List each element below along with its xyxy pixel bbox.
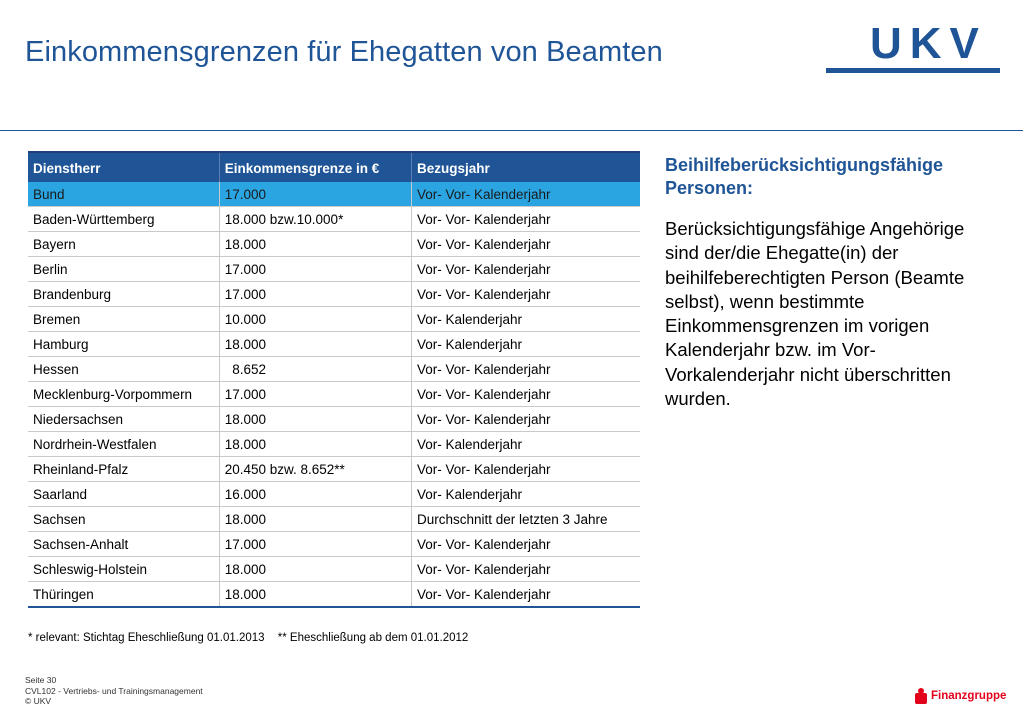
- cell-dienstherr: Nordrhein-Westfalen: [28, 432, 219, 457]
- cell-dienstherr: Bremen: [28, 307, 219, 332]
- cell-bezugsjahr: Vor- Kalenderjahr: [411, 432, 640, 457]
- cell-bezugsjahr: Vor- Vor- Kalenderjahr: [411, 232, 640, 257]
- logo-text: UKV: [870, 19, 987, 68]
- column-header-einkommensgrenze: Einkommensgrenze in €: [219, 152, 411, 182]
- cell-einkommensgrenze: 18.000: [219, 557, 411, 582]
- cell-bezugsjahr: Vor- Vor- Kalenderjahr: [411, 357, 640, 382]
- cell-dienstherr: Schleswig-Holstein: [28, 557, 219, 582]
- cell-bezugsjahr: Vor- Vor- Kalenderjahr: [411, 282, 640, 307]
- cell-dienstherr: Bund: [28, 182, 219, 207]
- cell-bezugsjahr: Vor- Vor- Kalenderjahr: [411, 557, 640, 582]
- cell-dienstherr: Sachsen-Anhalt: [28, 532, 219, 557]
- cell-bezugsjahr: Vor- Vor- Kalenderjahr: [411, 207, 640, 232]
- table-row: [28, 507, 640, 532]
- cell-dienstherr: Mecklenburg-Vorpommern: [28, 382, 219, 407]
- table-row: [28, 357, 640, 382]
- cell-dienstherr: Thüringen: [28, 582, 219, 608]
- table-row: [28, 432, 640, 457]
- cell-dienstherr: Niedersachsen: [28, 407, 219, 432]
- cell-bezugsjahr: Vor- Vor- Kalenderjahr: [411, 457, 640, 482]
- cell-bezugsjahr: Vor- Kalenderjahr: [411, 332, 640, 357]
- finanzgruppe-logo: [915, 686, 1006, 706]
- cell-dienstherr: Bayern: [28, 232, 219, 257]
- table-row: [28, 207, 640, 232]
- cell-bezugsjahr: Vor- Vor- Kalenderjahr: [411, 407, 640, 432]
- cell-einkommensgrenze: 20.450 bzw. 8.652**: [219, 457, 411, 482]
- table-row: [28, 482, 640, 507]
- cell-dienstherr: Brandenburg: [28, 282, 219, 307]
- cell-dienstherr: Hamburg: [28, 332, 219, 357]
- column-header-bezugsjahr: Bezugsjahr: [411, 152, 640, 182]
- table-row: [28, 257, 640, 282]
- table-body: [28, 182, 640, 607]
- footnote-1: * relevant: Stichtag Eheschließung 01.01.2013: [28, 632, 265, 644]
- cell-dienstherr: Hessen: [28, 357, 219, 382]
- brand-text: Finanzgruppe: [931, 690, 1007, 702]
- side-heading: Beihilfeberücksichtigungsfähige Personen:: [665, 155, 944, 198]
- course-name: CVL102 - Vertriebs- und Trainingsmanagement: [25, 685, 203, 696]
- table-header-row: [28, 152, 640, 182]
- cell-dienstherr: Sachsen: [28, 507, 219, 532]
- table-row: [28, 232, 640, 257]
- table-row: [28, 532, 640, 557]
- copyright: © UKV: [25, 696, 52, 706]
- cell-einkommensgrenze: 18.000: [219, 332, 411, 357]
- cell-einkommensgrenze: 18.000: [219, 232, 411, 257]
- table-row: [28, 457, 640, 482]
- cell-einkommensgrenze: 17.000: [219, 282, 411, 307]
- cell-bezugsjahr: Vor- Kalenderjahr: [411, 307, 640, 332]
- cell-bezugsjahr: Vor- Vor- Kalenderjahr: [411, 257, 640, 282]
- cell-bezugsjahr: Vor- Vor- Kalenderjahr: [411, 382, 640, 407]
- cell-dienstherr: Rheinland-Pfalz: [28, 457, 219, 482]
- cell-einkommensgrenze: 17.000: [219, 182, 411, 207]
- table-row: [28, 282, 640, 307]
- footnote-2: ** Eheschließung ab dem 01.01.2012: [277, 632, 469, 644]
- column-header-dienstherr: Dienstherr: [28, 152, 219, 182]
- cell-einkommensgrenze: 8.652: [219, 357, 411, 382]
- table-row: [28, 582, 640, 608]
- cell-einkommensgrenze: 18.000: [219, 432, 411, 457]
- income-limits-table: [28, 151, 640, 608]
- cell-einkommensgrenze: 17.000: [219, 532, 411, 557]
- sparkasse-icon: [915, 688, 927, 704]
- cell-einkommensgrenze: 10.000: [219, 307, 411, 332]
- side-text: Berücksichtigungsfähige Angehörige sind der/die Ehegatte(in) der beihilfeberechtigten Person (Beamte selbst), wenn bestimmte Einkommensgrenzen im vorigen Kalenderjahr bzw. im Vor- Vorkalenderjahr nicht überschritten wurden.: [665, 218, 965, 410]
- cell-dienstherr: Berlin: [28, 257, 219, 282]
- cell-bezugsjahr: Vor- Vor- Kalenderjahr: [411, 532, 640, 557]
- table-row: [28, 307, 640, 332]
- page-number: Seite 30: [25, 675, 57, 685]
- table-row: [28, 382, 640, 407]
- table-row: [28, 332, 640, 357]
- cell-bezugsjahr: Vor- Vor- Kalenderjahr: [411, 182, 640, 207]
- cell-einkommensgrenze: 16.000: [219, 482, 411, 507]
- cell-einkommensgrenze: 18.000: [219, 407, 411, 432]
- cell-bezugsjahr: Vor- Vor- Kalenderjahr: [411, 582, 640, 608]
- table-row: [28, 182, 640, 207]
- cell-einkommensgrenze: 18.000 bzw.10.000*: [219, 207, 411, 232]
- header-divider: [0, 130, 1023, 131]
- table-row: [28, 557, 640, 582]
- page-title: Einkommensgrenzen für Ehegatten von Beamten: [25, 36, 663, 68]
- footnotes: [28, 632, 478, 644]
- table-row: [28, 407, 640, 432]
- cell-bezugsjahr: Durchschnitt der letzten 3 Jahre: [411, 507, 640, 532]
- cell-bezugsjahr: Vor- Kalenderjahr: [411, 482, 640, 507]
- cell-einkommensgrenze: 18.000: [219, 507, 411, 532]
- cell-einkommensgrenze: 18.000: [219, 582, 411, 608]
- slide-meta: [25, 675, 203, 707]
- ukv-logo: [826, 19, 1001, 74]
- cell-einkommensgrenze: 17.000: [219, 257, 411, 282]
- cell-einkommensgrenze: 17.000: [219, 382, 411, 407]
- logo-underline: [826, 68, 1000, 73]
- cell-dienstherr: Baden-Württemberg: [28, 207, 219, 232]
- cell-dienstherr: Saarland: [28, 482, 219, 507]
